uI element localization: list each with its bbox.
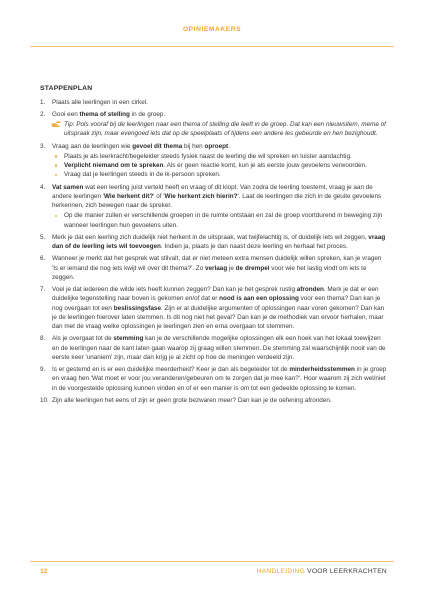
step-item (40, 98, 387, 107)
step-item (40, 110, 387, 138)
step-text: '. Laat de leerlingen die zich in de geuite gevoelens herkennen, zich bewegen naar de spreker. (52, 192, 382, 210)
step-emphasis: stemming (113, 335, 144, 343)
step-text: Als je overgaat tot de (52, 335, 114, 343)
step-text: wat een leerling juist verteld heeft en vraag of dit klopt. Van zodra de leerling toestemt, vraag je aan de andere leerlingen ' (52, 183, 373, 200)
sub-text: Vraag dat je leerlingen steeds in de ik-persoon spreken. (64, 171, 221, 179)
sub-text: Op die manier zullen er verschillende groepen in de ruimte ontstaan en zal de groep voortdurend in beweging zijn wanneer leerlingen hun gevoelens uiten. (64, 212, 383, 229)
step-item (40, 142, 387, 180)
step-emphasis: Vat samen (52, 183, 84, 191)
bullet-icon (55, 174, 57, 176)
footer-title (257, 568, 387, 575)
step-text: in de groep. (129, 111, 166, 119)
bullet-icon (55, 164, 57, 166)
step-emphasis: thema of stelling (79, 111, 130, 119)
header-divider (30, 46, 394, 47)
bullet-icon (55, 155, 57, 157)
step-text: in je groep en vraag hen 'Wat moet er voor jou veranderen/gebeuren om te zorgen dat je mee kan?'. Hoor waarom zij zich wel/niet in de voorgestelde oplossing kunnen vinden en of er een manier is om tot een gedeelde oplossing te komen. (52, 366, 387, 392)
step-emphasis: nood is aan een oplossing (219, 295, 299, 303)
step-number: 2. (40, 111, 46, 119)
sub-text: Plaats je als leerkracht/begeleider steeds fysiek naast de leerling die wil spreken en luister aandachtig. (64, 152, 352, 160)
pointing-hand-icon (51, 121, 61, 128)
step-item (40, 334, 387, 362)
step-emphasis: oproept (204, 142, 229, 150)
sub-text: . Als er geen reactie komt, kun je als eerste jouw gevoelens verwoorden. (163, 162, 367, 170)
step-emphasis: de drempel (235, 264, 270, 272)
footer-title-light: HANDLEIDING (256, 568, 306, 575)
step-emphasis: gevoel dit thema (132, 142, 183, 150)
step-number: 5. (40, 233, 46, 241)
main-content (40, 85, 387, 408)
step-item (40, 365, 387, 393)
steps-list (40, 98, 387, 405)
step-text: je (227, 264, 236, 272)
step-text: . Merk je dat er een duidelijke tegenstelling naar boven is gekomen en/of dat er (52, 286, 379, 303)
step-emphasis: vraag dan of de leerling iets wil toevoegen (52, 233, 386, 251)
step-text: Merk je dat een leerling zich duidelijk niet herkent in de uitspraak, wat twijfelachtig is, of duidelijk iets wil zeggen, (52, 233, 369, 241)
footer-title-dark: VOOR LEERKRACHTEN (307, 568, 387, 575)
step-text: Vraag aan de leerlingen wie (52, 142, 133, 150)
step-item (40, 233, 387, 251)
sub-list (52, 211, 387, 229)
page-number: 12 (40, 568, 48, 575)
step-emphasis: Wie herkent dit? (104, 192, 154, 200)
step-text: voor een thema? Dan kan je nog overgaan tot een (52, 295, 381, 312)
step-text: . Indien ja, plaats je dan naast deze leerling en herhaal het proces. (160, 243, 348, 251)
tip-note (52, 120, 387, 138)
step-number: 4. (40, 183, 46, 191)
step-item (40, 254, 387, 282)
step-item (40, 396, 387, 405)
step-text: voor wie het lastig vindt om iets te zeggen. (52, 264, 367, 281)
step-number: 6. (40, 255, 46, 263)
step-number: 3. (40, 142, 46, 150)
step-text: . (228, 142, 230, 150)
step-emphasis: minderheidsstemmen (289, 366, 355, 374)
step-number: 10. (40, 397, 49, 405)
step-text: Is er gestemd en is er een duidelijke meerderheid? Keer je dan als begeleider tot de (52, 366, 290, 374)
step-text: Wanneer je merkt dat het gesprek wat stilvalt, dat er niet meteen extra mensen duidelijk willen spreken, kan je vragen 'Is er iemand die nog iets kwijt wil over dit thema?'. Zo (52, 255, 382, 272)
step-text: kan je de verschillende mogelijke oplossingen elk een hoek van het lokaal toewijzen en de leerlingen naar de kant laten gaan waarop zij graag willen stemmen. De stemming zal waarschijnlijk nooit van de eerste keer 'unaniem' zijn, maar dan krijg je al zicht op hoe de meningen verdeeld zijn. (52, 335, 386, 361)
step-text: ' of ' (153, 192, 165, 200)
step-number: 1. (40, 99, 46, 106)
step-text: Zijn alle leerlingen het eens of zijn er geen grote bezwaren meer? Dan kan je de oefening afronden. (52, 397, 332, 405)
sub-list (52, 152, 387, 180)
step-emphasis: afronden (296, 286, 324, 294)
sub-item (52, 161, 387, 170)
footer-divider (30, 561, 394, 562)
step-emphasis: beslissingsfase (113, 304, 161, 312)
sub-item (52, 211, 387, 229)
sub-emphasis: Verplicht niemand om te spreken (64, 162, 164, 170)
sub-item (52, 170, 387, 179)
step-emphasis: Wie herkent zich hierin? (164, 192, 238, 200)
step-item (40, 285, 387, 331)
bullet-icon (55, 215, 57, 217)
step-text: bij hen (182, 142, 205, 150)
step-number: 8. (40, 335, 46, 343)
page-header-title: OPINIEMAKERS (182, 26, 242, 33)
sub-item (52, 152, 387, 161)
section-title: STAPPENPLAN (40, 85, 93, 92)
step-item (40, 183, 387, 230)
tip-text: Tip: Pols vooraf bij de leerlingen naar een thema of stelling die leeft in de groep. Dat kan een nieuwsitem, meme of uitspraak zijn, maar evengoed iets dat op de speelplaats of tijdens een andere les gebeurde en hen bezighoudt. (64, 121, 386, 138)
step-text: Voel je dat iedereen die wilde iets heeft kunnen zeggen? Dan kan je het gesprek rustig (52, 286, 297, 294)
step-number: 7. (40, 286, 46, 294)
step-text: Gooi een (52, 111, 80, 119)
step-emphasis: verlaag (204, 264, 228, 272)
step-text: Plaats alle leerlingen in een cirkel. (52, 99, 148, 106)
step-text: . Zijn er al duidelijke argumenten of oplossingen naar voren gekomen? Dan kan je de leerlingen hierover laten stemmen. Is dit nog niet het geval? Dan kan je de methodiek van ervoor herhalen, maar dan met de vraag welke oplossingen je leerlingen zien en erna overgaan tot stemmen. (52, 304, 385, 331)
step-number: 9. (40, 366, 46, 374)
